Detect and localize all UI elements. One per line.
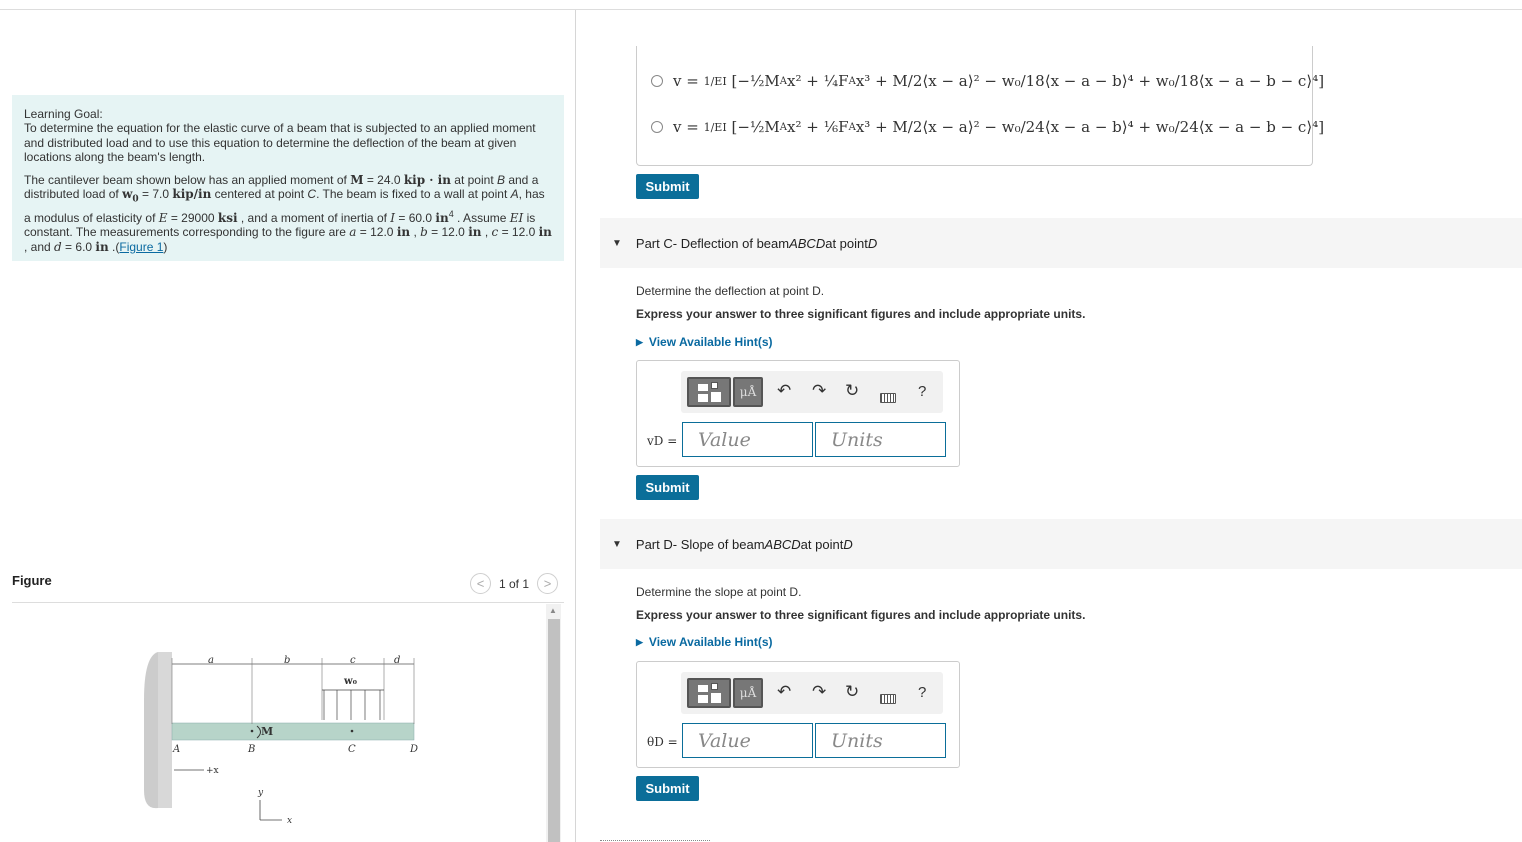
- label-M: M: [261, 725, 274, 738]
- part-c-units-input[interactable]: Units: [815, 422, 946, 457]
- part-c-header[interactable]: ▼ Part C - Deflection of beam ABCD at point D: [600, 218, 1522, 268]
- reset-icon[interactable]: ↻: [845, 682, 860, 702]
- figure-scrollbar-thumb[interactable]: [548, 619, 560, 842]
- units-icon[interactable]: μÅ: [733, 678, 763, 708]
- label-b: b: [284, 655, 291, 666]
- part-d-submit-button[interactable]: Submit: [636, 776, 699, 801]
- help-icon[interactable]: ?: [918, 684, 927, 701]
- figure-pager: [470, 573, 558, 594]
- label-A: A: [173, 744, 181, 755]
- option-1-radio[interactable]: [651, 75, 663, 87]
- scroll-up-arrow-icon[interactable]: ▲: [549, 606, 557, 615]
- part-d-instruction: Determine the slope at point D.: [636, 585, 802, 599]
- next-figure-button[interactable]: >: [537, 573, 558, 594]
- wall-shape: [144, 652, 158, 808]
- top-border: [0, 9, 1522, 10]
- part-c-submit-button[interactable]: Submit: [636, 475, 699, 500]
- option-2-radio[interactable]: [651, 121, 663, 133]
- option-2[interactable]: v = 1/EI [ −½M A x² + ⅙F A x³ + M/2⟨x − a⟩² − w₀/24⟨x − a − b⟩⁴ + w₀/24⟨x − a − b − c⟩⁴ ]: [651, 118, 1324, 136]
- label-B: B: [248, 744, 256, 755]
- part-c-variable-label: vD =: [647, 434, 678, 448]
- templates-icon[interactable]: [687, 678, 731, 708]
- part-c-hint-link[interactable]: ▶ View Available Hint(s): [636, 335, 773, 349]
- label-w0: w₀: [344, 676, 357, 687]
- help-icon[interactable]: ?: [918, 383, 927, 400]
- redo-icon[interactable]: ↷: [812, 682, 827, 702]
- keyboard-icon[interactable]: [880, 393, 896, 403]
- units-icon[interactable]: μÅ: [733, 377, 763, 407]
- label-C: C: [348, 744, 356, 755]
- collapse-caret-icon[interactable]: ▼: [612, 538, 622, 550]
- learning-goal-text: To determine the equation for the elastic curve of a beam that is subjected to an applied moment and distributed load and to use this equation to determine the deflection of the beam at given locations along the beam's length.: [24, 121, 536, 164]
- wall-face: [158, 652, 172, 808]
- beam-body: [172, 723, 414, 740]
- part-c-instruction: Determine the deflection at point D.: [636, 284, 825, 298]
- part-d-answer-box: [636, 661, 960, 768]
- part-c-value-input[interactable]: Value: [682, 422, 813, 457]
- figure-heading: Figure: [12, 573, 52, 588]
- figure-divider: [12, 602, 564, 603]
- label-plus-x: +x: [206, 766, 219, 776]
- part-d-units-input[interactable]: Units: [815, 723, 946, 758]
- part-d-value-input[interactable]: Value: [682, 723, 813, 758]
- part-d-express: Express your answer to three significant figures and include appropriate units.: [636, 608, 1086, 622]
- reset-icon[interactable]: ↻: [845, 381, 860, 401]
- pane-divider[interactable]: [575, 10, 576, 842]
- undo-icon[interactable]: ↶: [777, 682, 792, 702]
- math-toolbar: [681, 672, 943, 714]
- collapse-caret-icon[interactable]: ▼: [612, 237, 622, 249]
- label-d: d: [394, 655, 401, 666]
- label-a: a: [208, 655, 214, 666]
- templates-icon[interactable]: [687, 377, 731, 407]
- hint-caret-icon: ▶: [636, 336, 643, 347]
- hint-caret-icon: ▶: [636, 636, 643, 647]
- part-d-variable-label: θD =: [647, 735, 678, 749]
- learning-goal-panel: [12, 95, 564, 261]
- label-y: y: [258, 788, 264, 798]
- part-b-options-box: [636, 46, 1313, 166]
- prev-figure-button[interactable]: <: [470, 573, 491, 594]
- part-c-answer-box: [636, 360, 960, 467]
- keyboard-icon[interactable]: [880, 694, 896, 704]
- math-toolbar: [681, 371, 943, 413]
- figure-link[interactable]: Figure 1: [119, 239, 164, 254]
- learning-goal-title: Learning Goal:: [24, 107, 103, 121]
- label-c: c: [350, 655, 356, 666]
- undo-icon[interactable]: ↶: [777, 381, 792, 401]
- problem-statement: The cantilever beam shown below has an applied moment of M = 24.0 kip · in at point B and a distributed load of $w_0 = 7.0$ kip/in centered at point C. The beam is fixed to a wall at point A, has a modulus of elasticity of E = 29000 ksi , and a moment of inertia of I = 60.0 $in^4$ . Assume EI is constant. The measurements corresponding to the figure are a = 12.0 in , b = 12.0 in , c = 12.0 in , and d = 6.0 in .(Figure 1): [24, 173, 552, 254]
- redo-icon[interactable]: ↷: [812, 381, 827, 401]
- part-b-submit-button[interactable]: Submit: [636, 174, 699, 199]
- cut-off-section: [600, 838, 710, 842]
- beam-figure: [130, 640, 430, 830]
- part-c-express: Express your answer to three significant figures and include appropriate units.: [636, 307, 1086, 321]
- part-d-header[interactable]: ▼ Part D - Slope of beam ABCD at point D: [600, 519, 1522, 569]
- label-D: D: [410, 744, 419, 755]
- option-1[interactable]: v = 1/EI [ −½M A x² + ¼F A x³ + M/2⟨x − a⟩² − w₀/18⟨x − a − b⟩⁴ + w₀/18⟨x − a − b − c⟩⁴ ]: [651, 72, 1324, 90]
- part-d-hint-link[interactable]: ▶ View Available Hint(s): [636, 635, 773, 649]
- figure-page-count: 1 of 1: [499, 576, 530, 591]
- label-x: x: [287, 816, 293, 826]
